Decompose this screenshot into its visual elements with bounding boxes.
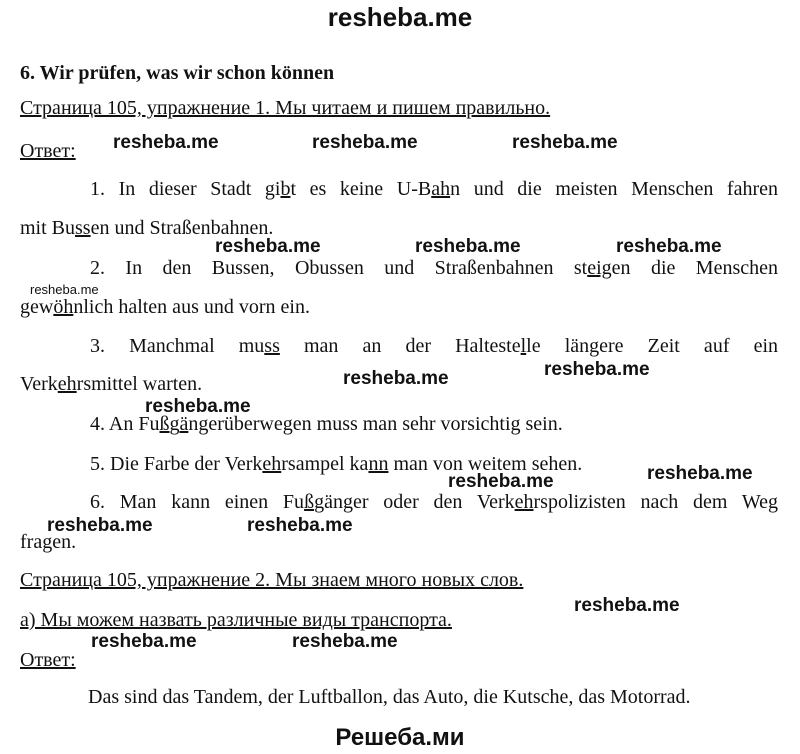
task1-item-6-line1: 6. Man kann einen Fußgänger oder den Verkehrspolizisten nach dem Weg <box>90 491 778 513</box>
task1-answer-label: Ответ: <box>20 140 76 162</box>
watermark: resheba.me <box>292 631 398 652</box>
watermark: resheba.me <box>215 236 321 257</box>
watermark: resheba.me <box>415 236 521 257</box>
task1-item-2-line1: 2. In den Bussen, Obussen und Straßenbahnen steigen die Menschen <box>90 257 778 279</box>
task1-item-3-line1: 3. Manchmal muss man an der Haltestelle längere Zeit auf ein <box>90 335 778 357</box>
task2-title: Страница 105, упражнение 2. Мы знаем много новых слов. <box>20 569 524 591</box>
task1-item-1-line1: 1. In dieser Stadt gibt es keine U-Bahn und die meisten Menschen fahren <box>90 178 778 200</box>
watermark: resheba.me <box>113 132 219 153</box>
task1-item-4: 4. An Fußgängerüberwegen muss man sehr vorsichtig sein. <box>90 413 563 435</box>
watermark: resheba.me <box>312 132 418 153</box>
task1-title: Страница 105, упражнение 1. Мы читаем и пишем правильно. <box>20 97 551 119</box>
task1-item-1-line2: mit Bussen und Straßenbahnen. <box>20 217 274 239</box>
watermark: resheba.me <box>647 463 753 484</box>
watermark: resheba.me <box>343 368 449 389</box>
site-header-logo: resheba.me <box>327 2 473 32</box>
site-footer-logo: Решеба.ми <box>335 724 465 751</box>
watermark: resheba.me <box>448 471 554 492</box>
watermark: resheba.me <box>544 359 650 380</box>
watermark: resheba.me <box>247 515 353 536</box>
watermark: resheba.me <box>616 236 722 257</box>
watermark: resheba.me <box>512 132 618 153</box>
task1-item-6-line2: fragen. <box>20 531 77 553</box>
watermark: resheba.me <box>91 631 197 652</box>
task2-answer: Das sind das Tandem, der Luftballon, das Auto, die Kutsche, das Motorrad. <box>88 686 691 708</box>
task1-item-2-line2: gewöhnlich halten aus und vorn ein. <box>20 296 310 318</box>
watermark: resheba.me <box>30 282 99 297</box>
section-heading: 6. Wir prüfen, was wir schon können <box>20 62 335 84</box>
watermark: resheba.me <box>47 515 153 536</box>
task2-subtitle: а) Мы можем назвать различные виды транспорта. <box>20 609 452 631</box>
task1-item-5: 5. Die Farbe der Verkehrsampel kann man von weitem sehen. <box>90 453 583 475</box>
task1-item-3-line2: Verkehrsmittel warten. <box>20 373 203 395</box>
task2-answer-label: Ответ: <box>20 649 76 671</box>
watermark: resheba.me <box>574 595 680 616</box>
watermark: resheba.me <box>145 396 251 417</box>
